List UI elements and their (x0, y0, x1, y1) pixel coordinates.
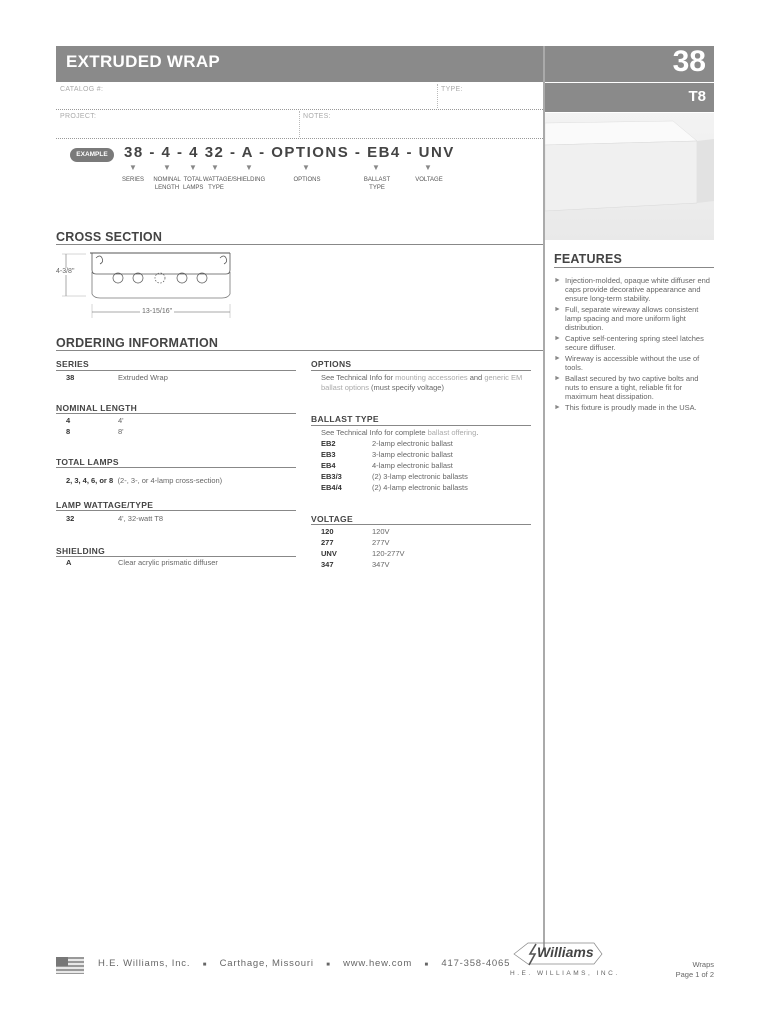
feature-text: This fixture is proudly made in the USA. (565, 403, 697, 412)
example-badge: EXAMPLE (70, 148, 114, 162)
voltage-code: 277 (321, 538, 334, 547)
logo-text: Williams (537, 944, 594, 960)
separator-icon: ■ (424, 962, 429, 968)
ballast-code: EB3/3 (321, 472, 342, 481)
company-city: Carthage, Missouri (219, 958, 314, 969)
ballast-offering-link[interactable]: ballast offering (427, 428, 477, 437)
lamp-type: T8 (688, 88, 706, 105)
pointer-icon: ▼ (372, 163, 380, 172)
arrow-icon: ► (554, 375, 561, 382)
feature-text: Captive self-centering spring steel latches secure diffuser. (565, 334, 704, 352)
field-divider (299, 111, 300, 137)
notes-label: NOTES: (303, 113, 331, 120)
options-heading: OPTIONS (311, 359, 352, 369)
sub-rule (56, 556, 296, 557)
field-rule (56, 109, 543, 110)
example-label-length: NOMINAL LENGTH (153, 177, 181, 191)
lamp-wattage-heading: LAMP WATTAGE/TYPE (56, 500, 154, 510)
voltage-heading: VOLTAGE (311, 514, 353, 524)
sub-rule (56, 510, 296, 511)
pointer-icon: ▼ (245, 163, 253, 172)
separator-icon: ■ (326, 962, 331, 968)
ballast-desc: (2) 3-lamp electronic ballasts (372, 472, 468, 481)
mounting-accessories-link[interactable]: mounting accessories (395, 373, 468, 382)
features-list (554, 276, 714, 412)
ballast-desc: (2) 4-lamp electronic ballasts (372, 483, 468, 492)
total-lamps-desc: (2-, 3-, or 4-lamp cross-section) (117, 476, 223, 485)
pointer-icon: ▼ (163, 163, 171, 172)
options-text (321, 373, 531, 392)
sub-rule (311, 370, 531, 371)
example-code: 38 - 4 - 4 32 - A - OPTIONS - EB4 - UNV (124, 144, 455, 161)
feature-item (554, 354, 714, 372)
ballast-heading: BALLAST TYPE (311, 414, 379, 424)
feature-text: Injection-molded, opaque white diffuser end caps provide decorative appearance and ensure long-term stability. (565, 276, 710, 303)
ballast-code: EB2 (321, 439, 336, 448)
sub-rule (56, 467, 296, 468)
series-heading: SERIES (56, 359, 89, 369)
length-code: 8 (66, 427, 71, 436)
features-title: FEATURES (554, 252, 623, 266)
pointer-icon: ▼ (424, 163, 432, 172)
wattage-code: 32 (66, 514, 75, 523)
voltage-desc: 347V (372, 560, 390, 569)
pointer-icon: ▼ (189, 163, 197, 172)
ballast-intro (321, 428, 478, 437)
series-code: 38 (66, 373, 75, 382)
height-dimension: 4-3/8" (56, 268, 75, 275)
page-title: EXTRUDED WRAP (66, 52, 221, 71)
arrow-icon: ► (554, 355, 561, 362)
separator-icon: ■ (202, 962, 208, 968)
feature-text: Wireway is accessible without the use of tools. (565, 354, 700, 372)
ordering-title: ORDERING INFORMATION (56, 336, 219, 350)
cross-section-title: CROSS SECTION (56, 230, 163, 244)
ballast-desc: 3-lamp electronic ballast (372, 450, 453, 459)
example-label-shielding: SHIELDING (232, 177, 266, 183)
feature-text: Ballast secured by two captive bolts and nuts to ensure a tight, reliable fit for maximum heat dissipation. (565, 374, 699, 401)
fixture-illustration (545, 113, 714, 240)
sub-rule (56, 370, 296, 371)
ballast-code: EB4/4 (321, 483, 342, 492)
pointer-icon: ▼ (211, 163, 219, 172)
company-phone: 417-358-4065 (441, 958, 511, 969)
arrow-icon: ► (554, 404, 561, 411)
width-dimension: 13-15/16" (142, 308, 173, 315)
example-label-series: SERIES (121, 177, 144, 183)
section-rule (554, 267, 714, 268)
ballast-intro-text: See Technical Info for complete (321, 428, 428, 437)
options-text-part: See Technical Info for (321, 373, 396, 382)
ballast-intro-end: . (476, 428, 479, 437)
voltage-desc: 120-277V (372, 549, 405, 558)
ballast-desc: 4-lamp electronic ballast (372, 461, 453, 470)
shielding-code: A (66, 558, 72, 567)
feature-item (554, 403, 714, 412)
type-label: TYPE: (441, 86, 463, 93)
shielding-desc: Clear acrylic prismatic diffuser (118, 558, 218, 567)
usa-flag-icon (56, 957, 84, 974)
shielding-heading: SHIELDING (56, 546, 105, 556)
feature-item (554, 276, 714, 303)
series-desc: Extruded Wrap (118, 373, 168, 382)
options-text-part: and (467, 373, 485, 382)
length-desc: 8' (118, 427, 124, 436)
example-label-voltage: VOLTAGE (415, 177, 443, 183)
series-number: 38 (672, 45, 706, 78)
catalog-label: CATALOG #: (60, 86, 104, 93)
sub-rule (311, 524, 531, 525)
section-rule (56, 244, 543, 245)
length-code: 4 (66, 416, 71, 425)
arrow-icon: ► (554, 277, 561, 284)
wattage-desc: 4', 32-watt T8 (118, 514, 164, 523)
ballast-desc: 2-lamp electronic ballast (372, 439, 453, 448)
total-lamps-code: 2, 3, 4, 6, or 8 (66, 476, 114, 485)
options-text-part: (must specify voltage) (368, 382, 444, 392)
voltage-code: 347 (321, 560, 334, 569)
total-lamps-heading: TOTAL LAMPS (56, 457, 119, 467)
example-label-lamps: TOTAL LAMPS (183, 177, 204, 191)
pointer-icon: ▼ (129, 163, 137, 172)
nominal-length-heading: NOMINAL LENGTH (56, 403, 138, 413)
company-name: H.E. Williams, Inc. (98, 958, 191, 969)
page-number: Page 1 of 2 (675, 970, 714, 979)
footer-category: Wraps (692, 960, 714, 969)
sub-rule (56, 413, 296, 414)
voltage-desc: 277V (372, 538, 390, 547)
em-ballast-link[interactable]: generic EM ballast options (321, 373, 523, 392)
sub-rule (311, 425, 531, 426)
total-lamps-row (66, 470, 222, 488)
section-rule (56, 350, 543, 351)
feature-item (554, 374, 714, 401)
pointer-icon: ▼ (302, 163, 310, 172)
ballast-code: EB3 (321, 450, 336, 459)
voltage-desc: 120V (372, 527, 390, 536)
logo-subtext: H.E. WILLIAMS, INC. (510, 970, 620, 977)
arrow-icon: ► (554, 335, 561, 342)
feature-text: Full, separate wireway allows consistent lamp spacing and more uniform light distribution. (565, 305, 699, 332)
field-rule (56, 138, 543, 139)
product-photo (545, 113, 714, 240)
company-website[interactable]: www.hew.com (343, 958, 413, 969)
feature-item (554, 334, 714, 352)
voltage-code: UNV (321, 549, 337, 558)
arrow-icon: ► (554, 306, 561, 313)
footer-contact (98, 958, 510, 969)
field-divider (437, 84, 438, 108)
example-label-wattage: WATTAGE/ TYPE (203, 177, 234, 191)
length-desc: 4' (118, 416, 124, 425)
example-label-options: OPTIONS (293, 177, 321, 183)
project-label: PROJECT: (60, 113, 97, 120)
voltage-code: 120 (321, 527, 334, 536)
example-label-ballast: BALLAST TYPE (363, 177, 391, 191)
feature-item (554, 305, 714, 332)
ballast-code: EB4 (321, 461, 336, 470)
